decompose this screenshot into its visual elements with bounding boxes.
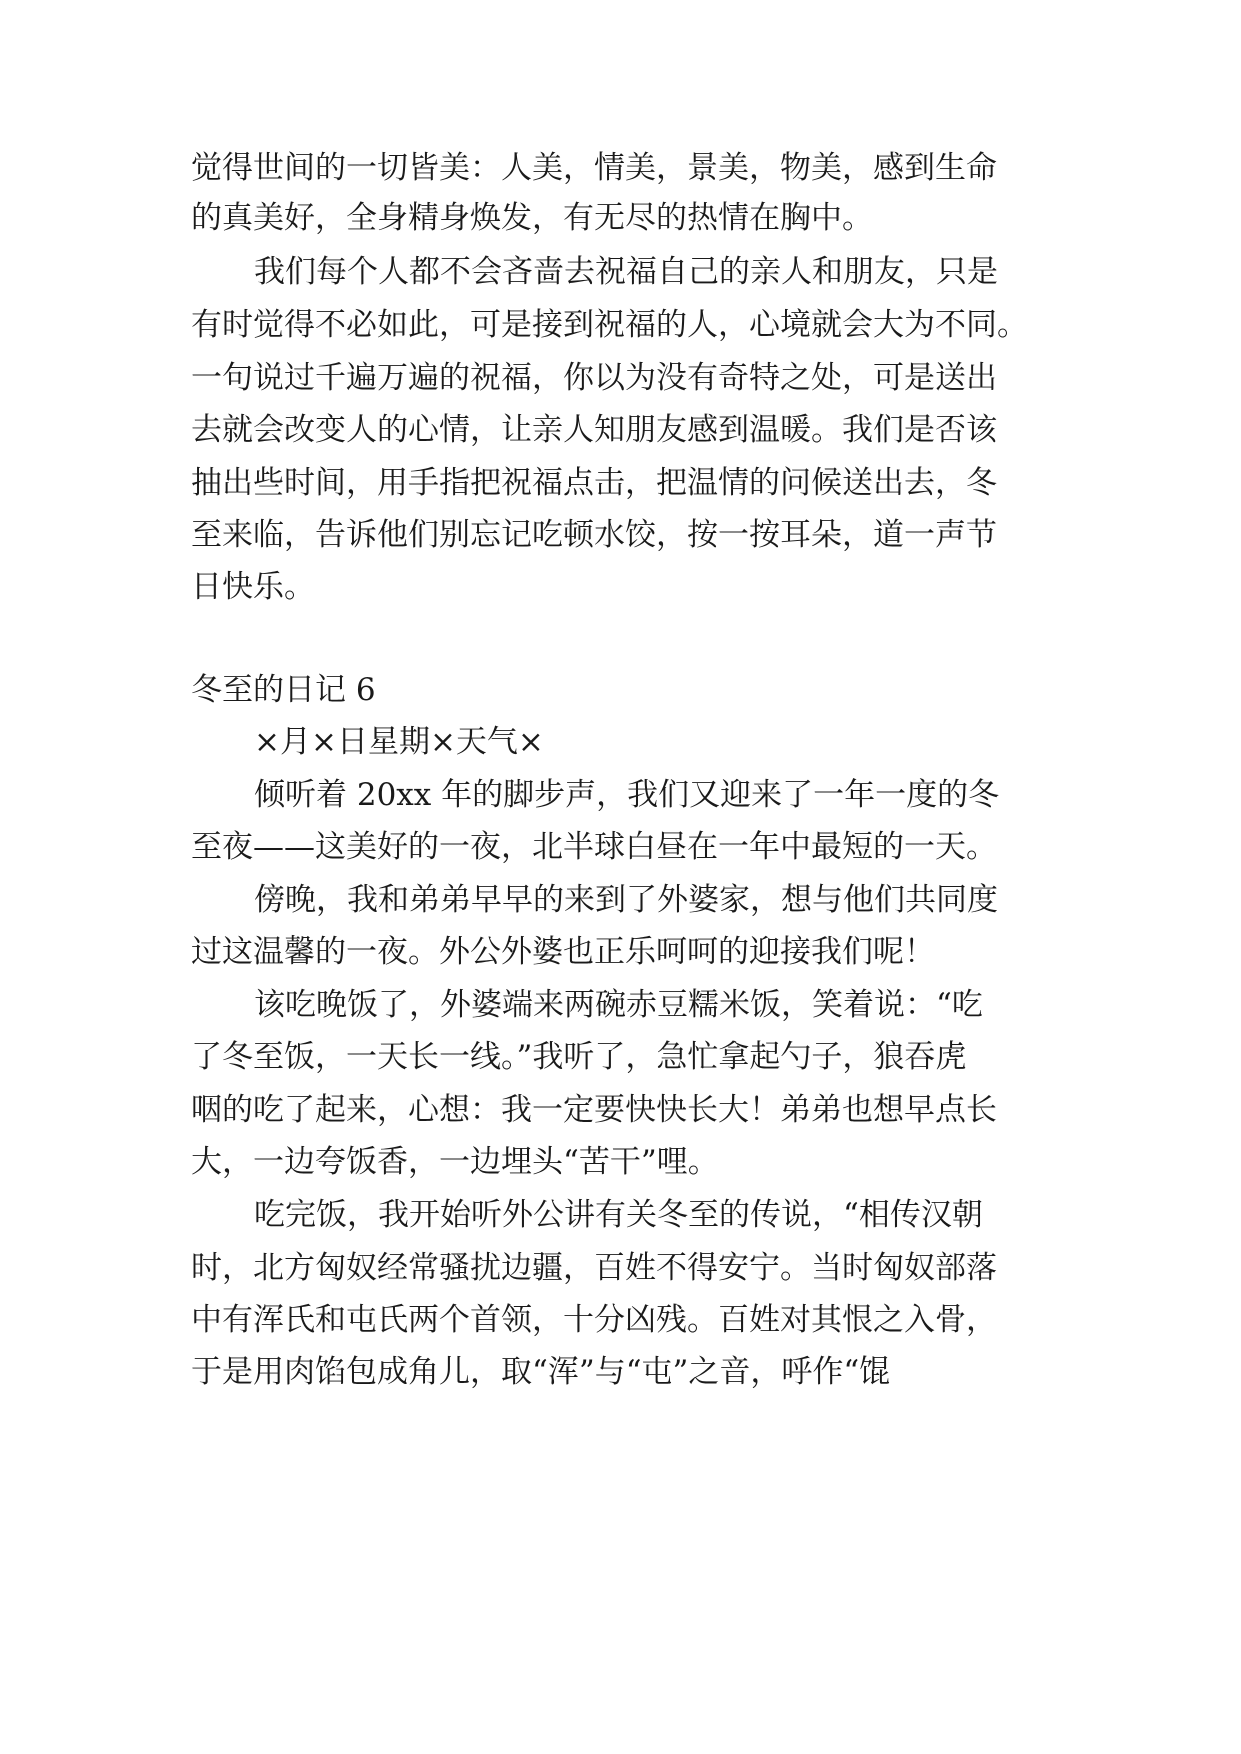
body-text-line: 至来临，告诉他们别忘记吃顿水饺，按一按耳朵，道一声节 <box>191 517 997 553</box>
body-text-line: 吃完饭，我开始听外公讲有关冬至的传说，“相传汉朝 <box>254 1197 983 1233</box>
body-text-line: 的真美好，全身精身焕发，有无尽的热情在胸中。 <box>191 200 873 236</box>
body-text-line: 时，北方匈奴经常骚扰边疆，百姓不得安宁。当时匈奴部落 <box>191 1250 997 1286</box>
body-text-line: 我们每个人都不会吝啬去祝福自己的亲人和朋友，只是 <box>254 254 998 290</box>
body-text-line: 倾听着 20xx 年的脚步声，我们又迎来了一年一度的冬 <box>254 777 1000 813</box>
body-text-line: 该吃晚饭了，外婆端来两碗赤豆糯米饭，笑着说：“吃 <box>254 987 983 1023</box>
body-text-line: 抽出些时间，用手指把祝福点击，把温情的问候送出去，冬 <box>191 465 997 501</box>
body-text-line: 至夜——这美好的一夜，北半球白昼在一年中最短的一天。 <box>191 829 997 865</box>
body-text-line: 中有浑氏和屯氏两个首领，十分凶残。百姓对其恨之入骨， <box>191 1302 997 1338</box>
body-text-line: 大，一边夸饭香，一边埋头“苦干”哩。 <box>191 1144 719 1180</box>
body-text-line: 觉得世间的一切皆美：人美，情美，景美，物美，感到生命 <box>191 150 997 186</box>
body-text-line: 有时觉得不必如此，可是接到祝福的人，心境就会大为不同。 <box>191 307 1028 343</box>
section-heading: 冬至的日记 6 <box>191 672 376 708</box>
body-text-line: 一句说过千遍万遍的祝福，你以为没有奇特之处，可是送出 <box>191 360 997 396</box>
date-weather-line: ×月×日星期×天气× <box>254 724 544 760</box>
body-text-line: 傍晚，我和弟弟早早的来到了外婆家，想与他们共同度 <box>254 882 998 918</box>
body-text-line: 过这温馨的一夜。外公外婆也正乐呵呵的迎接我们呢！ <box>191 934 935 970</box>
body-text-line: 去就会改变人的心情，让亲人知朋友感到温暖。我们是否该 <box>191 412 997 448</box>
body-text-line: 于是用肉馅包成角儿，取“浑”与“屯”之音，呼作“馄 <box>191 1354 891 1390</box>
body-text-line: 了冬至饭，一天长一线。”我听了，急忙拿起勺子，狼吞虎 <box>191 1039 967 1075</box>
body-text-line: 咽的吃了起来，心想：我一定要快快长大！弟弟也想早点长 <box>191 1092 997 1128</box>
body-text-line: 日快乐。 <box>191 569 315 605</box>
